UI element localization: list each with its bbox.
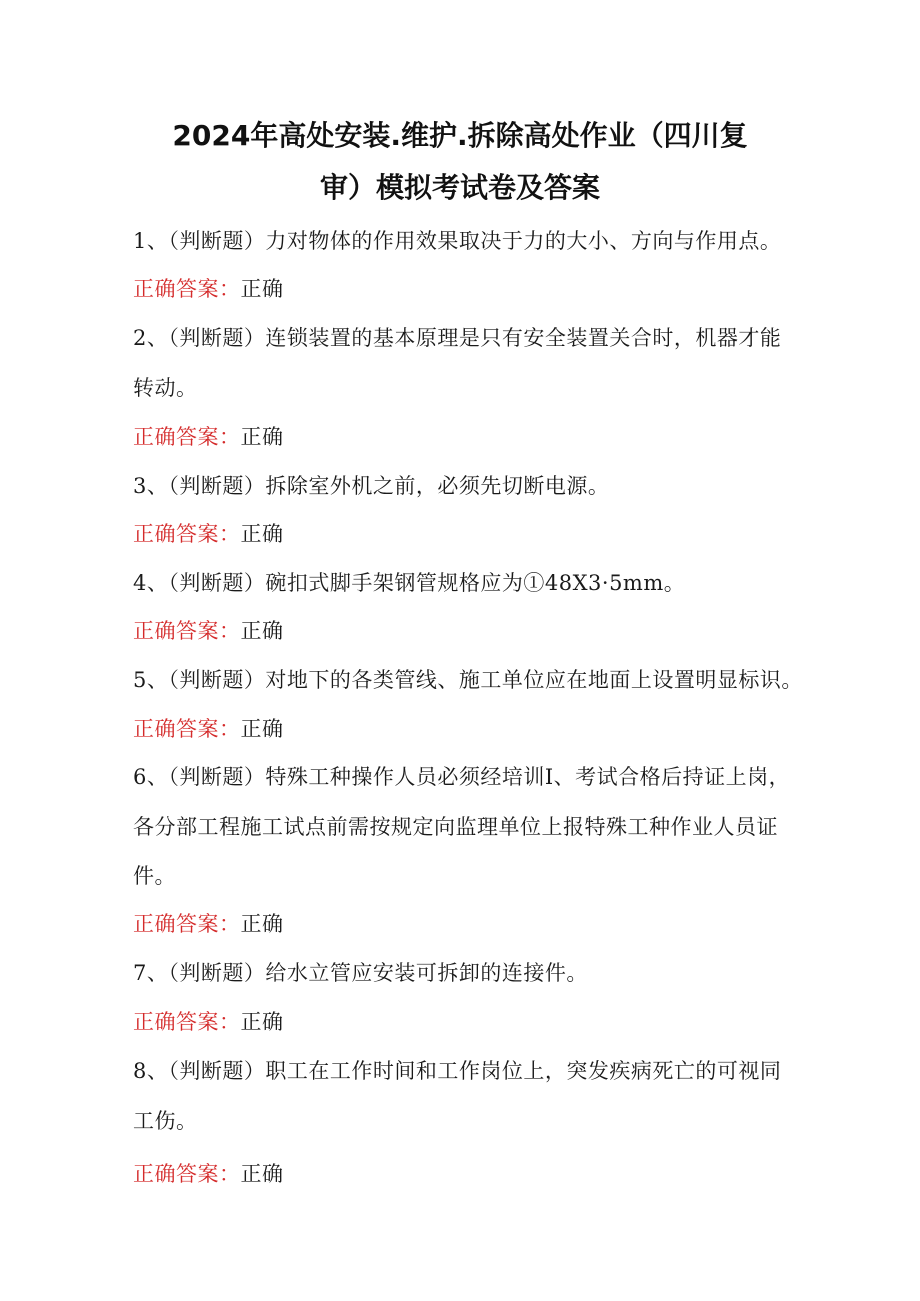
answer-value: 正确 bbox=[240, 425, 284, 449]
question-6-text-line-2: 各分部工程施工试点前需按规定向监理单位上报特殊工种作业人员证 bbox=[133, 815, 778, 839]
question-4-text-line-1: 4、（判断题）碗扣式脚手架钢管规格应为①48X3·5mm。 bbox=[133, 571, 686, 595]
answer-label: 正确答案： bbox=[133, 425, 241, 449]
question-3-text-line-1: 3、（判断题）拆除室外机之前，必须先切断电源。 bbox=[133, 474, 610, 498]
answer-value: 正确 bbox=[240, 1162, 284, 1186]
question-1-answer bbox=[133, 274, 284, 304]
document-title-line-2: 审）模拟考试卷及答案 bbox=[319, 171, 600, 204]
answer-value: 正确 bbox=[240, 277, 284, 301]
question-2-answer bbox=[133, 422, 284, 452]
question-7-text-line-1: 7、（判断题）给水立管应安装可拆卸的连接件。 bbox=[133, 961, 588, 985]
answer-label: 正确答案： bbox=[133, 619, 241, 643]
answer-label: 正确答案： bbox=[133, 1010, 241, 1034]
question-6-answer bbox=[133, 909, 284, 939]
question-4-answer bbox=[133, 616, 284, 646]
question-8-text-line-1: 8、（判断题）职工在工作时间和工作岗位上，突发疾病死亡的可视同 bbox=[133, 1059, 782, 1083]
question-8-answer bbox=[133, 1159, 284, 1189]
answer-label: 正确答案： bbox=[133, 277, 241, 301]
question-7-answer bbox=[133, 1007, 284, 1037]
answer-value: 正确 bbox=[240, 912, 284, 936]
document-title-line-1: 2024年高处安装.维护.拆除高处作业（四川复 bbox=[172, 119, 748, 152]
answer-value: 正确 bbox=[240, 522, 284, 546]
answer-label: 正确答案： bbox=[133, 1162, 241, 1186]
question-3-answer bbox=[133, 519, 284, 549]
question-8-text-line-2: 工伤。 bbox=[133, 1109, 198, 1133]
question-5-answer bbox=[133, 714, 284, 744]
question-2-text-line-1: 2、（判断题）连锁装置的基本原理是只有安全装置关合时，机器才能 bbox=[133, 326, 782, 350]
answer-label: 正确答案： bbox=[133, 717, 241, 741]
answer-value: 正确 bbox=[240, 717, 284, 741]
answer-value: 正确 bbox=[240, 1010, 284, 1034]
question-2-text-line-2: 转动。 bbox=[133, 376, 198, 400]
question-6-text-line-3: 件。 bbox=[133, 864, 176, 888]
question-6-text-line-1: 6、（判断题）特殊工种操作人员必须经培训I、考试合格后持证上岗， bbox=[133, 765, 791, 789]
question-5-text-line-1: 5、（判断题）对地下的各类管线、施工单位应在地面上设置明显标识。 bbox=[133, 668, 803, 692]
answer-label: 正确答案： bbox=[133, 522, 241, 546]
answer-value: 正确 bbox=[240, 619, 284, 643]
answer-label: 正确答案： bbox=[133, 912, 241, 936]
question-1-text-line-1: 1、（判断题）力对物体的作用效果取决于力的大小、方向与作用点。 bbox=[133, 229, 782, 253]
